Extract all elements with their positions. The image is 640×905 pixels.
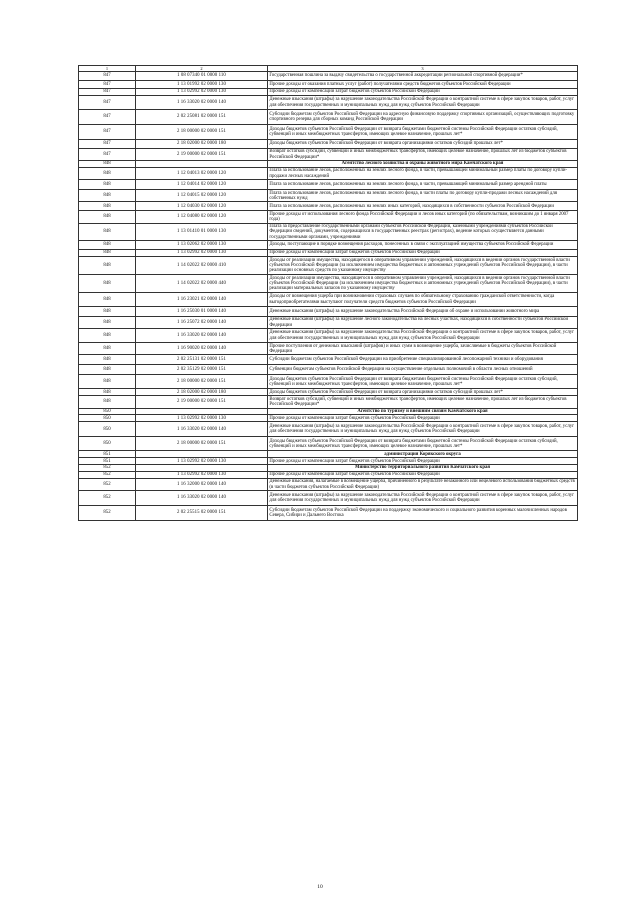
table-row <box>79 478 578 490</box>
budget-code-cell: 1 13 02062 02 0000 130 <box>136 241 268 250</box>
table-row <box>79 250 578 257</box>
table-row <box>79 275 578 293</box>
revenue-name-cell: Прочие доходы от использования лесного фонда Российской Федерации и лесов иных категорий (по обязательствам, возникшим до 1 января 2007 года) <box>268 211 578 223</box>
admin-code-cell: 848 <box>79 202 136 211</box>
admin-code-cell: 852 <box>79 491 136 506</box>
revenue-name-cell: Субвенции бюджетам субъектов Российской Федерации на осуществление отдельных полномочий в области лесных отношений <box>268 365 578 375</box>
budget-code-cell <box>136 161 268 168</box>
revenue-name-cell: Доходы бюджетов субъектов Российской Федерации от возврата организациями остатков субсидий прошлых лет* <box>268 140 578 149</box>
admin-code-cell: 848 <box>79 211 136 223</box>
budget-code-cell: 1 16 33020 02 0000 140 <box>136 491 268 506</box>
admin-code-cell: 847 <box>79 149 136 161</box>
table-body <box>79 66 578 521</box>
revenue-name-cell: Денежные взыскания, налагаемые в возмещение ущерба, причиненного в результате незаконного или нецелевого использования бюджетных средств (в части бюджетов субъектов Российской Федерации) <box>268 478 578 490</box>
revenue-name-cell: Доходы бюджетов субъектов Российской Федерации от возврата бюджетами бюджетной системы Российской Федерации остатков субсидий, субвенций и иных межбюджетных трансфертов, имеющих целевое назначение, прошлых лет* <box>268 375 578 389</box>
table-group-row <box>79 465 578 472</box>
revenue-name-cell: Денежные взыскания (штрафы) за нарушение законодательства Российской Федерации о контрактной системе в сфере закупок товаров, работ, услуг для обеспечения государственных и муниципальных нужд для нужд субъектов Российской Федерации <box>268 491 578 506</box>
table-row <box>79 96 578 110</box>
budget-code-cell: 1 16 25072 02 0000 140 <box>136 317 268 329</box>
admin-code-cell: 848 <box>79 241 136 250</box>
budget-code-cell <box>136 408 268 415</box>
table-row <box>79 365 578 375</box>
admin-code-cell: 848 <box>79 293 136 307</box>
revenue-name-cell: Прочие доходы от компенсации затрат бюджетов субъектов Российской Федерации <box>268 458 578 465</box>
revenue-name-cell: Прочие доходы от компенсации затрат бюджетов субъектов Российской Федерации <box>268 472 578 479</box>
budget-code-cell: 2 18 02000 02 0000 180 <box>136 140 268 149</box>
budget-code-cell: 2 18 00000 02 0000 151 <box>136 375 268 389</box>
budget-code-cell: 1 08 07340 01 0000 110 <box>136 72 268 81</box>
table-row <box>79 110 578 125</box>
table-row <box>79 211 578 223</box>
revenue-name-cell: Министерство территориального развития Камчатского края <box>268 465 578 472</box>
admin-code-cell: 848 <box>79 307 136 317</box>
budget-code-cell: 1 13 01410 01 0000 130 <box>136 223 268 240</box>
revenue-name-cell: Доходы от реализации имущества, находящегося в оперативном управлении учреждений, находящихся в ведении органов государственной власти субъектов Российской Федерации (за исключением имущества бюджетных и автономных учреждений субъектов Российской Федерации), в части реализации материальных запасов по указанному имуществу <box>268 275 578 293</box>
budget-code-cell: 1 16 33020 02 0000 140 <box>136 96 268 110</box>
page-number: 10 <box>317 884 323 890</box>
table-row <box>79 89 578 96</box>
admin-code-cell: 848 <box>79 257 136 275</box>
budget-code-cell: 1 16 33020 02 0000 140 <box>136 329 268 343</box>
revenue-name-cell: Денежные взыскания (штрафы) за нарушение законодательства Российской Федерации о контрактной системе в сфере закупок товаров, работ, услуг для обеспечения государственных и муниципальных нужд для нужд субъектов Российской Федерации <box>268 96 578 110</box>
revenue-name-cell: Субсидии бюджетам субъектов Российской Федерации на приобретение специализированной лесопожарной техники и оборудования <box>268 355 578 365</box>
revenue-name-cell: Доходы бюджетов субъектов Российской Федерации от возврата организациями остатков субсидий прошлых лет* <box>268 389 578 396</box>
budget-code-cell: 1 13 02992 02 0000 130 <box>136 472 268 479</box>
revenue-name-cell: Возврат остатков субсидий, субвенций и иных межбюджетных трансфертов, имеющих целевое назначение, прошлых лет из бюджетов субъектов Российской Федерации* <box>268 396 578 408</box>
revenue-name-cell: Доходы бюджетов субъектов Российской Федерации от возврата бюджетами бюджетной системы Российской Федерации остатков субсидий, субвенций и иных межбюджетных трансфертов, имеющих целевое назначение, прошлых лет* <box>268 125 578 140</box>
budget-code-cell <box>136 465 268 472</box>
admin-code-cell: 851 <box>79 451 136 458</box>
revenue-name-cell: Возврат остатков субсидий, субвенций и иных межбюджетных трансфертов, имеющих целевое назначение, прошлых лет из бюджетов субъектов Российской Федерации* <box>268 149 578 161</box>
admin-code-cell: 848 <box>79 365 136 375</box>
table-row <box>79 241 578 250</box>
budget-code-cell: 2 18 00000 02 0000 151 <box>136 125 268 140</box>
revenue-name-cell: Субсидии бюджетам субъектов Российской Федерации на поддержку экономического и социального развития коренных малочисленных народов Севера, Сибири и Дальнего Востока <box>268 506 578 521</box>
admin-code-cell: 848 <box>79 375 136 389</box>
header-col-2: 2 <box>136 66 268 72</box>
budget-code-cell: 1 13 02992 02 0000 130 <box>136 415 268 422</box>
budget-code-cell: 1 12 04080 02 0000 120 <box>136 211 268 223</box>
table-row <box>79 140 578 149</box>
admin-code-cell: 848 <box>79 355 136 365</box>
budget-code-cell: 1 13 01992 02 0000 130 <box>136 81 268 89</box>
budget-code-cell: 2 02 25131 02 0000 151 <box>136 355 268 365</box>
table-row <box>79 223 578 240</box>
budget-code-cell: 1 16 32000 02 0000 140 <box>136 478 268 490</box>
revenue-name-cell: Субсидии бюджетам субъектов Российской Федерации на адресную финансовую поддержку спортивных организаций, осуществляющих подготовку спортивного резерва для сборных команд Российской Федерации <box>268 110 578 125</box>
budget-code-cell: 1 14 02022 02 0000 440 <box>136 275 268 293</box>
table-row <box>79 389 578 396</box>
admin-code-cell: 852 <box>79 506 136 521</box>
budget-code-cell: 2 02 35129 02 0000 151 <box>136 365 268 375</box>
revenue-name-cell: администрация Корякского округа <box>268 451 578 458</box>
admin-code-cell: 848 <box>79 317 136 329</box>
revenue-name-cell: Доходы от возмещения ущерба при возникновении страховых случаев по обязательному страхованию гражданской ответственности, когда выгодоприобретателями выступают получатели средств бюджетов субъектов Российской Федерации <box>268 293 578 307</box>
admin-code-cell: 847 <box>79 89 136 96</box>
revenue-name-cell: Государственная пошлина за выдачу свидетельства о государственной аккредитации региональной спортивной федерации* <box>268 72 578 81</box>
admin-code-cell: 850 <box>79 415 136 422</box>
table-row <box>79 472 578 479</box>
budget-code-cell: 1 16 25030 01 0000 140 <box>136 307 268 317</box>
budget-code-cell: 2 02 25515 02 0000 151 <box>136 506 268 521</box>
revenue-name-cell: Прочие доходы от компенсации затрат бюджетов субъектов Российской Федерации <box>268 250 578 257</box>
table-group-row <box>79 161 578 168</box>
admin-code-cell: 848 <box>79 161 136 168</box>
budget-code-cell <box>136 451 268 458</box>
revenue-name-cell: Плата за использование лесов, расположенных на землях лесного фонда, в части, превышающей минимальный размер арендной платы <box>268 180 578 190</box>
budget-code-cell: 1 14 02022 02 0000 410 <box>136 257 268 275</box>
revenue-name-cell: Прочие доходы от оказания платных услуг (работ) получателями средств бюджетов субъектов Российской Федерации <box>268 81 578 89</box>
table-row <box>79 307 578 317</box>
budget-code-cell: 1 12 04030 02 0000 120 <box>136 202 268 211</box>
budget-code-cell: 2 19 00000 02 0000 151 <box>136 149 268 161</box>
table-row <box>79 343 578 355</box>
budget-code-cell: 1 12 04013 02 0000 120 <box>136 168 268 180</box>
budget-codes-table <box>78 65 578 521</box>
table-row <box>79 355 578 365</box>
revenue-name-cell: Плата за использование лесов, расположенных на землях иных категорий, находящихся в собственности субъектов Российской Федерации <box>268 202 578 211</box>
admin-code-cell: 847 <box>79 96 136 110</box>
header-col-3: 3 <box>268 66 578 72</box>
admin-code-cell: 848 <box>79 250 136 257</box>
table-row <box>79 506 578 521</box>
table-row <box>79 125 578 140</box>
admin-code-cell: 851 <box>79 458 136 465</box>
budget-code-cell: 1 16 23021 02 0000 140 <box>136 293 268 307</box>
admin-code-cell: 848 <box>79 329 136 343</box>
revenue-name-cell: Плата за использование лесов, расположенных на землях лесного фонда, в части платы по договору купли-продажи лесных насаждений для собственных нужд <box>268 190 578 202</box>
table-row <box>79 257 578 275</box>
admin-code-cell: 847 <box>79 81 136 89</box>
table-row <box>79 293 578 307</box>
budget-code-cell: 1 16 90020 02 0000 140 <box>136 343 268 355</box>
admin-code-cell: 848 <box>79 180 136 190</box>
header-col-1: 1 <box>79 66 136 72</box>
admin-code-cell: 847 <box>79 72 136 81</box>
admin-code-cell: 852 <box>79 472 136 479</box>
admin-code-cell: 850 <box>79 422 136 437</box>
budget-code-cell: 1 13 02992 02 0000 130 <box>136 89 268 96</box>
revenue-name-cell: Доходы от реализации имущества, находящегося в оперативном управлении учреждений, находящихся в ведении органов государственной власти субъектов Российской Федерации (за исключением имущества бюджетных и автономных учреждений субъектов Российской Федерации), в части реализации основных средств по указанному имуществу <box>268 257 578 275</box>
table-row <box>79 422 578 437</box>
revenue-name-cell: Плата за предоставление государственными органами субъектов Российской Федерации, казенными учреждениями субъектов Российской Федерации сведений, документов, содержащихся в государственных реестрах (регистрах), ведение которых осуществляется данными государственными органами, учреждениями <box>268 223 578 240</box>
admin-code-cell: 848 <box>79 396 136 408</box>
admin-code-cell: 852 <box>79 478 136 490</box>
budget-code-cell: 2 18 00000 02 0000 151 <box>136 437 268 451</box>
admin-code-cell: 848 <box>79 343 136 355</box>
table-row <box>79 317 578 329</box>
admin-code-cell: 848 <box>79 190 136 202</box>
table-row <box>79 72 578 81</box>
admin-code-cell: 848 <box>79 275 136 293</box>
table-group-row <box>79 451 578 458</box>
revenue-name-cell: Доходы бюджетов субъектов Российской Федерации от возврата бюджетами бюджетной системы Российской Федерации остатков субсидий, субвенций и иных межбюджетных трансфертов, имеющих целевое назначение, прошлых лет* <box>268 437 578 451</box>
revenue-name-cell: Денежные взыскания (штрафы) за нарушение лесного законодательства на лесных участках, находящихся в собственности субъектов Российской Федерации <box>268 317 578 329</box>
table-row <box>79 415 578 422</box>
table-row <box>79 396 578 408</box>
table-row <box>79 190 578 202</box>
budget-code-cell: 1 16 33020 02 0000 140 <box>136 422 268 437</box>
budget-code-cell: 1 13 02992 02 0000 130 <box>136 250 268 257</box>
revenue-name-cell: Денежные взыскания (штрафы) за нарушение законодательства Российской Федерации об охране и использовании животного мира <box>268 307 578 317</box>
admin-code-cell: 847 <box>79 125 136 140</box>
revenue-name-cell: Прочие доходы от компенсации затрат бюджетов субъектов Российской Федерации <box>268 415 578 422</box>
table-row <box>79 375 578 389</box>
budget-code-cell: 1 12 04014 02 0000 120 <box>136 180 268 190</box>
table-row <box>79 329 578 343</box>
table-row <box>79 168 578 180</box>
table-row <box>79 458 578 465</box>
budget-code-cell: 1 13 02992 02 0000 130 <box>136 458 268 465</box>
revenue-name-cell: Прочие доходы от компенсации затрат бюджетов субъектов Российской Федерации <box>268 89 578 96</box>
revenue-name-cell: Денежные взыскания (штрафы) за нарушение законодательства Российской Федерации о контрактной системе в сфере закупок товаров, работ, услуг для обеспечения государственных и муниципальных нужд для нужд субъектов Российской Федерации <box>268 329 578 343</box>
budget-code-cell: 1 12 04015 02 0000 120 <box>136 190 268 202</box>
table-row <box>79 149 578 161</box>
admin-code-cell: 848 <box>79 168 136 180</box>
admin-code-cell: 847 <box>79 110 136 125</box>
revenue-name-cell: Доходы, поступающие в порядке возмещения расходов, понесенных в связи с эксплуатацией имущества субъектов Российской Федерации <box>268 241 578 250</box>
table-row <box>79 180 578 190</box>
table-row <box>79 491 578 506</box>
budget-code-cell: 2 02 25081 02 0000 151 <box>136 110 268 125</box>
revenue-name-cell: Прочие поступления от денежных взысканий (штрафов) и иных сумм в возмещение ущерба, зачисляемые в бюджеты субъектов Российской Федерации <box>268 343 578 355</box>
admin-code-cell: 847 <box>79 140 136 149</box>
revenue-name-cell: Агентство по туризму и внешним связям Камчатского края <box>268 408 578 415</box>
table-row <box>79 437 578 451</box>
admin-code-cell: 848 <box>79 223 136 240</box>
admin-code-cell: 848 <box>79 389 136 396</box>
revenue-name-cell: Агентство лесного хозяйства и охраны животного мира Камчатского края <box>268 161 578 168</box>
budget-code-cell: 2 19 00000 02 0000 151 <box>136 396 268 408</box>
revenue-name-cell: Плата за использование лесов, расположенных на землях лесного фонда, в части, превышающей минимальный размер платы по договору купли-продажи лесных насаждений <box>268 168 578 180</box>
revenue-name-cell: Денежные взыскания (штрафы) за нарушение законодательства Российской Федерации о контрактной системе в сфере закупок товаров, работ, услуг для обеспечения государственных и муниципальных нужд для нужд субъектов Российской Федерации <box>268 422 578 437</box>
admin-code-cell: 852 <box>79 465 136 472</box>
table-group-row <box>79 408 578 415</box>
admin-code-cell: 850 <box>79 408 136 415</box>
table-row <box>79 81 578 89</box>
admin-code-cell: 850 <box>79 437 136 451</box>
table-row <box>79 202 578 211</box>
budget-code-cell: 2 18 02000 02 0000 180 <box>136 389 268 396</box>
